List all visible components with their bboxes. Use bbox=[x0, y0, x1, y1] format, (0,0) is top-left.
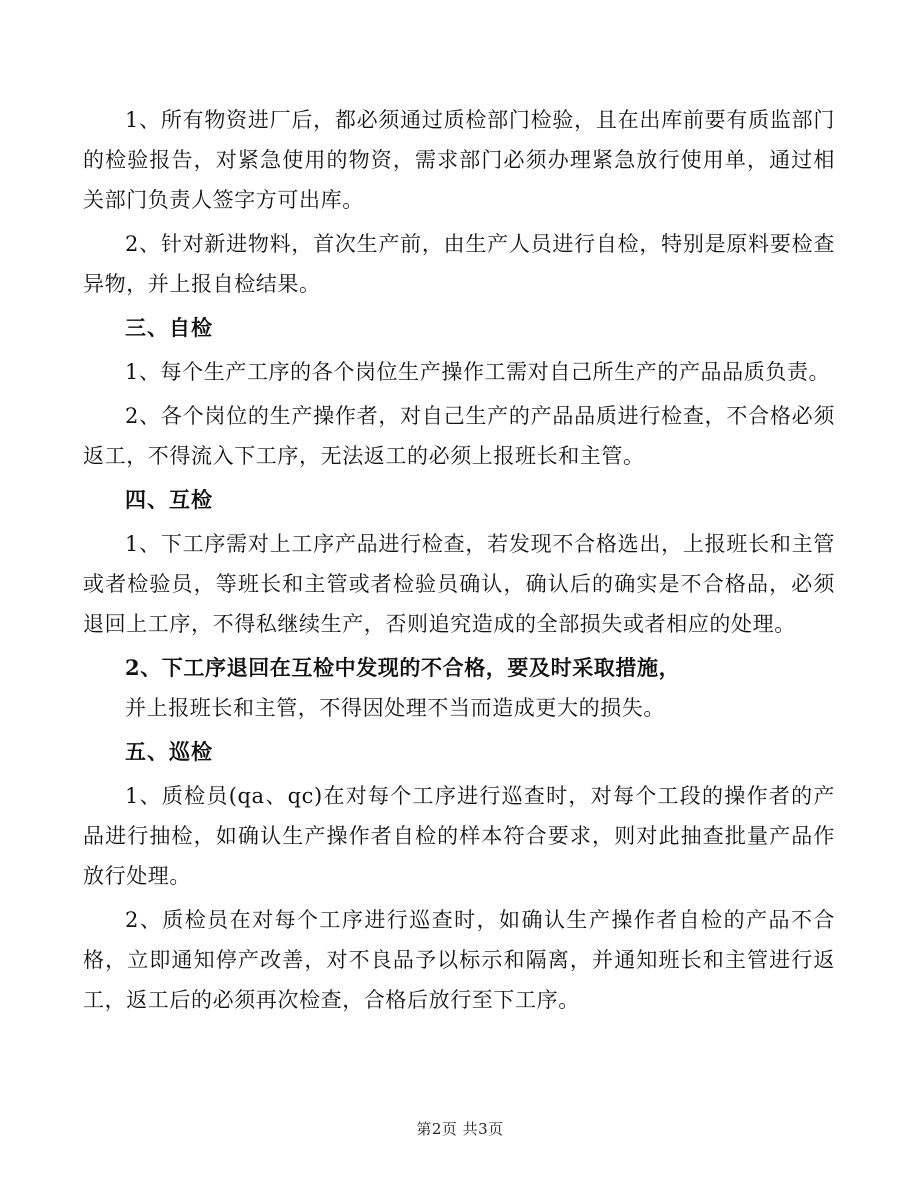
paragraph: 1、质检员(qa、qc)在对每个工序进行巡查时，对每个工段的操作者的产品进行抽检，如确认生产操作者自检的样本符合要求，则对此抽查批量产品作放行处理。 bbox=[83, 784, 835, 888]
paragraph: 2、各个岗位的生产操作者，对自己生产的产品品质进行检查，不合格必须返工，不得流入下工序，无法返工的必须上报班长和主管。 bbox=[83, 404, 835, 468]
paragraph-continuation: 并上报班长和主管，不得因处理不当而造成更大的损失。 bbox=[125, 696, 665, 720]
paragraph-bold: 2、下工序退回在互检中发现的不合格，要及时采取措施， bbox=[125, 655, 681, 680]
section-heading: 四、互检 bbox=[125, 487, 213, 512]
paragraph: 1、下工序需对上工序产品进行检查，若发现不合格选出，上报班长和主管或者检验员，等班长和主管或者检验员确认，确认后的确实是不合格品，必须退回上工序，不得私继续生产，否则追究造成的全部损失或者相应的处理。 bbox=[83, 532, 835, 636]
paragraph: 2、针对新进物料，首次生产前，由生产人员进行自检，特别是原料要检查异物，并上报自检结果。 bbox=[83, 232, 835, 296]
page-number-footer: 第2页 共3页 bbox=[416, 1120, 504, 1138]
paragraph: 1、每个生产工序的各个岗位生产操作工需对自己所生产的产品品质负责。 bbox=[125, 360, 831, 384]
section-heading: 五、巡检 bbox=[125, 739, 213, 764]
paragraph: 2、质检员在对每个工序进行巡查时，如确认生产操作者自检的产品不合格，立即通知停产改善，对不良品予以标示和隔离，并通知班长和主管进行返工，返工后的必须再次检查，合格后放行至下工序。 bbox=[83, 908, 835, 1012]
document-body bbox=[83, 100, 835, 1024]
section-heading: 三、自检 bbox=[125, 315, 213, 340]
paragraph: 1、所有物资进厂后，都必须通过质检部门检验，且在出库前要有质监部门的检验报告，对紧急使用的物资，需求部门必须办理紧急放行使用单，通过相关部门负责人签字方可出库。 bbox=[83, 108, 835, 212]
